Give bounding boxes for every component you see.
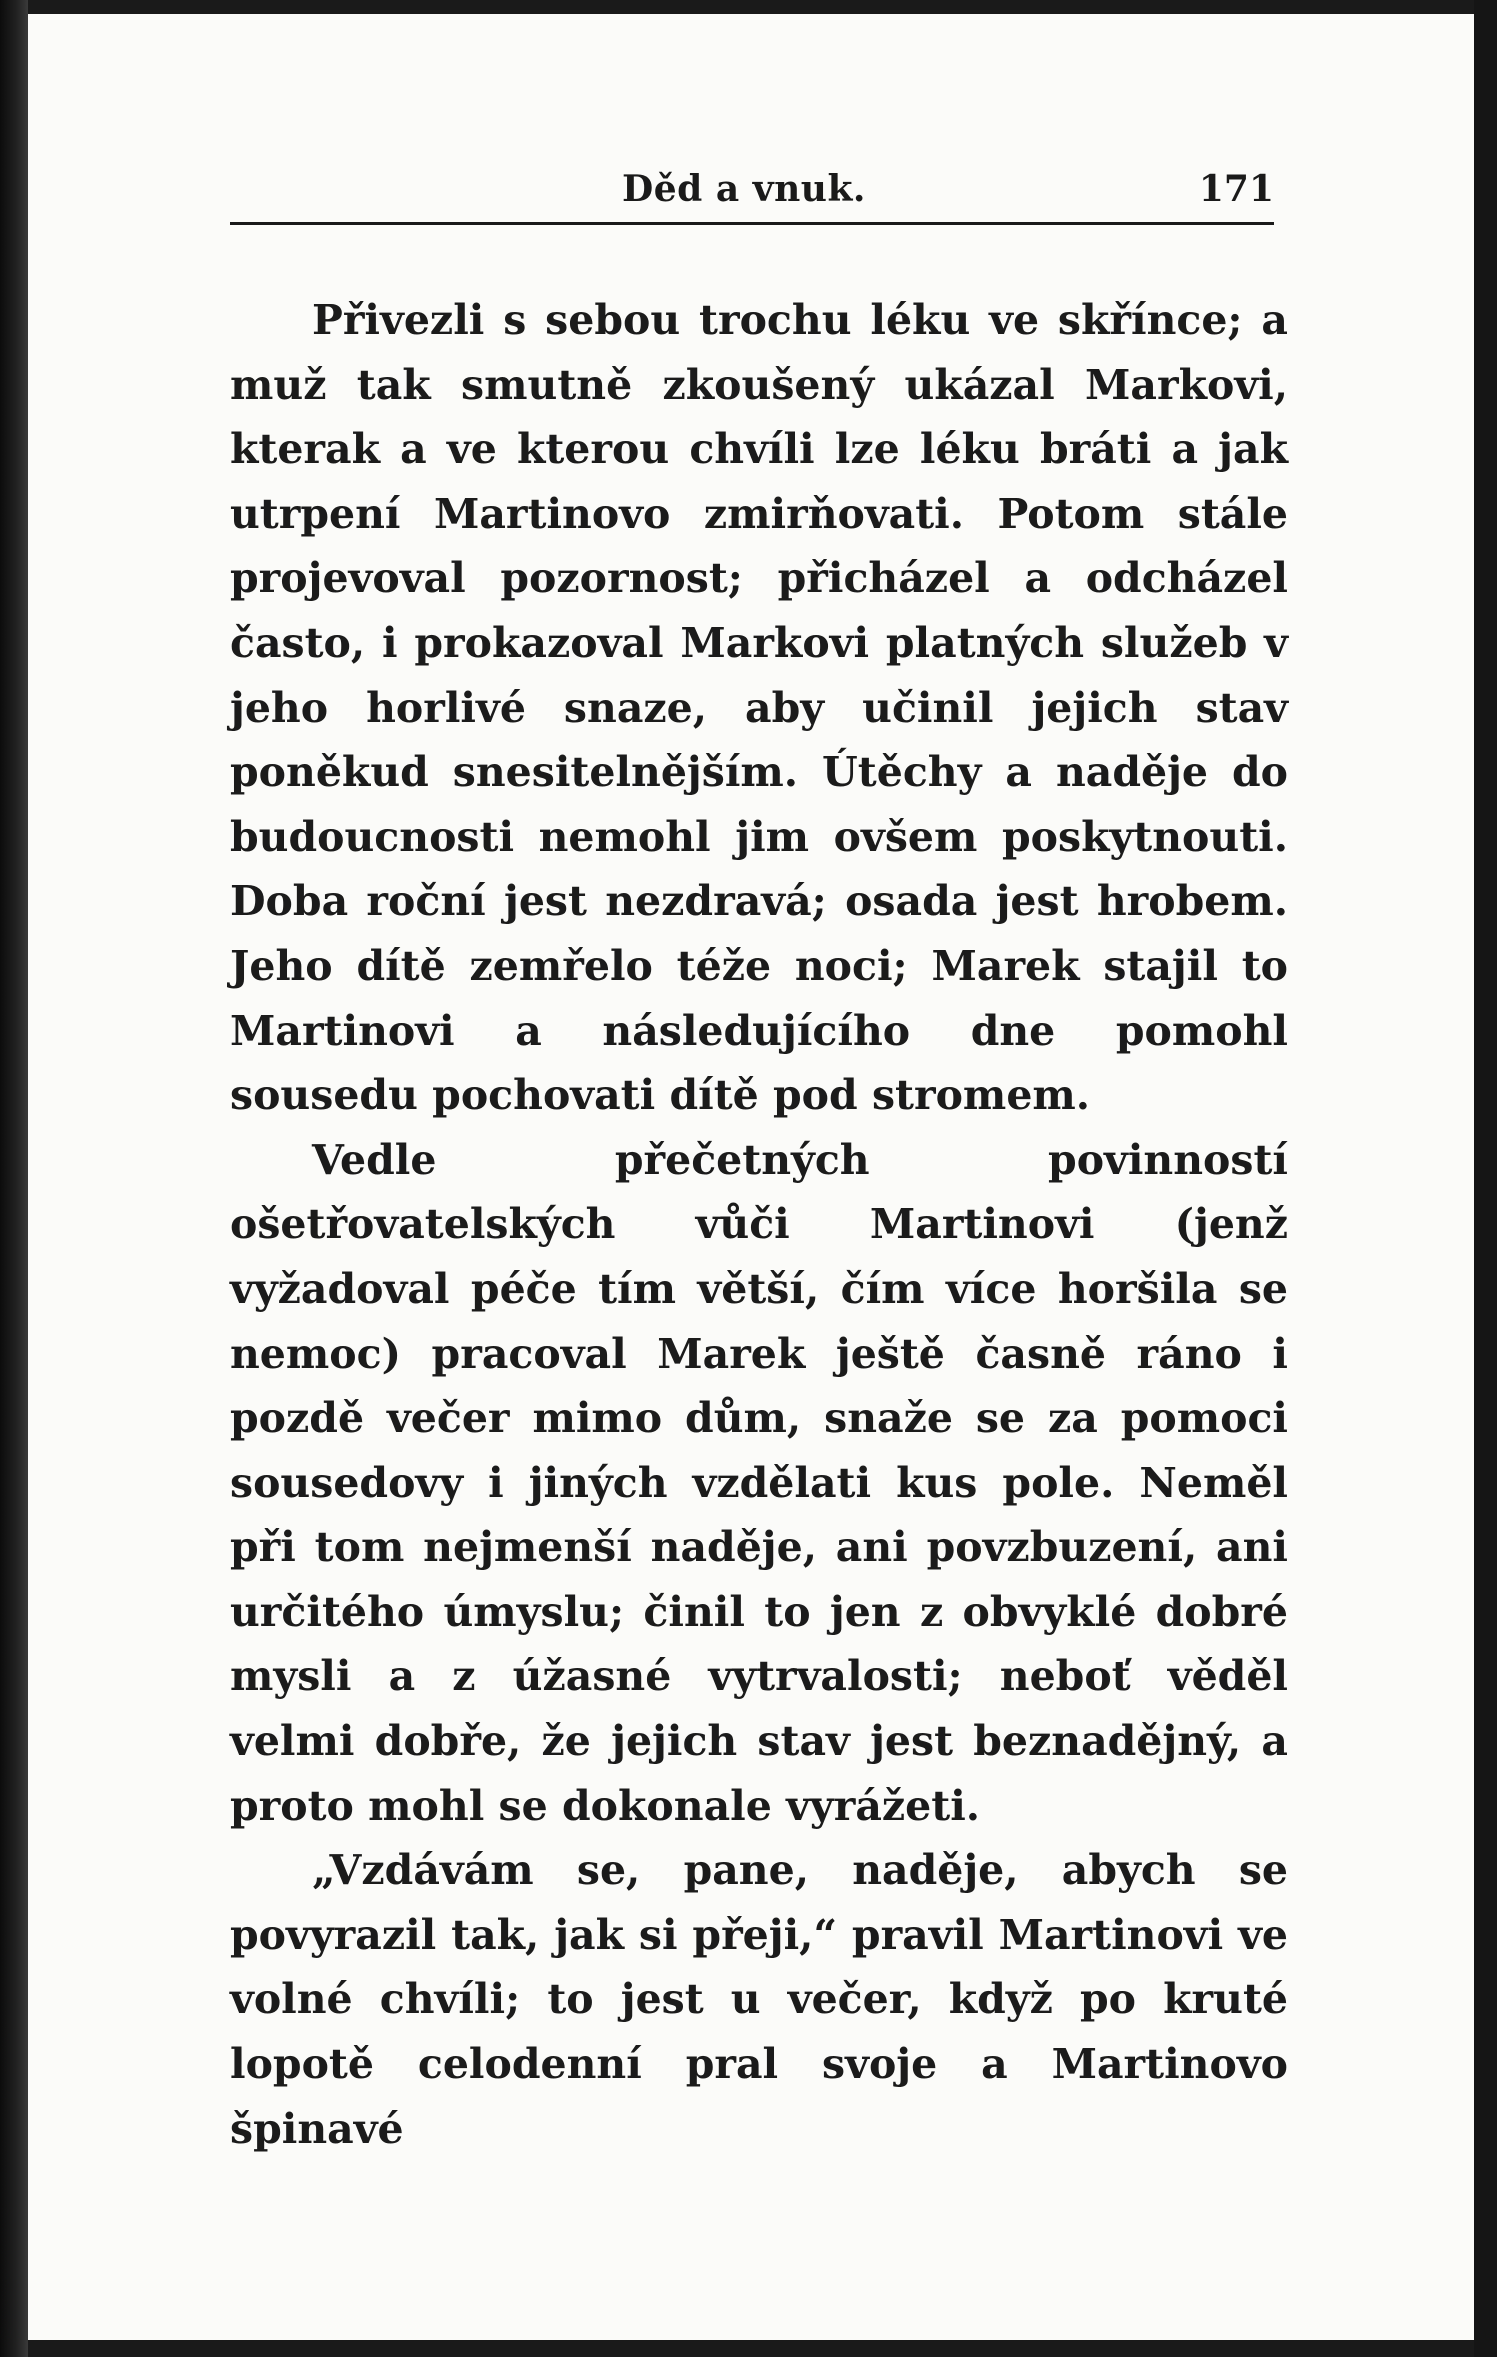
paragraph-2: Vedle přečetných povinností ošetřovatelských vůči Martinovi (jenž vyžadoval péče tím větší, čím více horšila se nemoc) pracoval Marek ještě časně ráno i pozdě večer mimo dům, snaže se za pomoci sousedovy i jiných vzdělati kus pole. Neměl při tom nejmenší naděje, ani povzbuzení, ani určitého úmyslu; činil to jen z obvyklé dobré mysli a z úžasné vytrvalosti; neboť věděl velmi dobře, že jejich stav jest beznadějný, a proto mohl se dokonale vyrážeti. — [230, 1135, 1288, 1830]
book-spine-edge — [0, 0, 28, 2357]
running-header — [230, 168, 1274, 225]
paragraph-3: „Vzdávám se, pane, naděje, abych se povyrazil tak, jak si přeji,“ pravil Martinovi ve volné chvíli; to jest u večer, když po kruté lopotě celodenní pral svoje a Martinovo špinavé — [230, 1846, 1288, 2153]
body-text — [230, 288, 1288, 2161]
page-number: 171 — [1198, 168, 1274, 210]
page-right-edge — [1474, 0, 1497, 2357]
running-title: Děd a vnuk. — [622, 168, 866, 210]
paragraph-1: Přivezli s sebou trochu léku ve skřínce; a muž tak smutně zkoušený ukázal Markovi, kterak a ve kterou chvíli lze léku bráti a jak utrpení Martinovo zmirňovati. Potom stále projevoval pozornost; přicházel a odcházel často, i prokazoval Markovi platných služeb v jeho horlivé snaze, aby učinil jejich stav poněkud snesitelnějším. Útěchy a naděje do budoucnosti nemohl jim ovšem poskytnouti. Doba roční jest nezdravá; osada jest hrobem. Jeho dítě zemřelo téže noci; Marek stajil to Martinovi a následujícího dne pomohl sousedu pochovati dítě pod stromem. — [230, 296, 1288, 1120]
